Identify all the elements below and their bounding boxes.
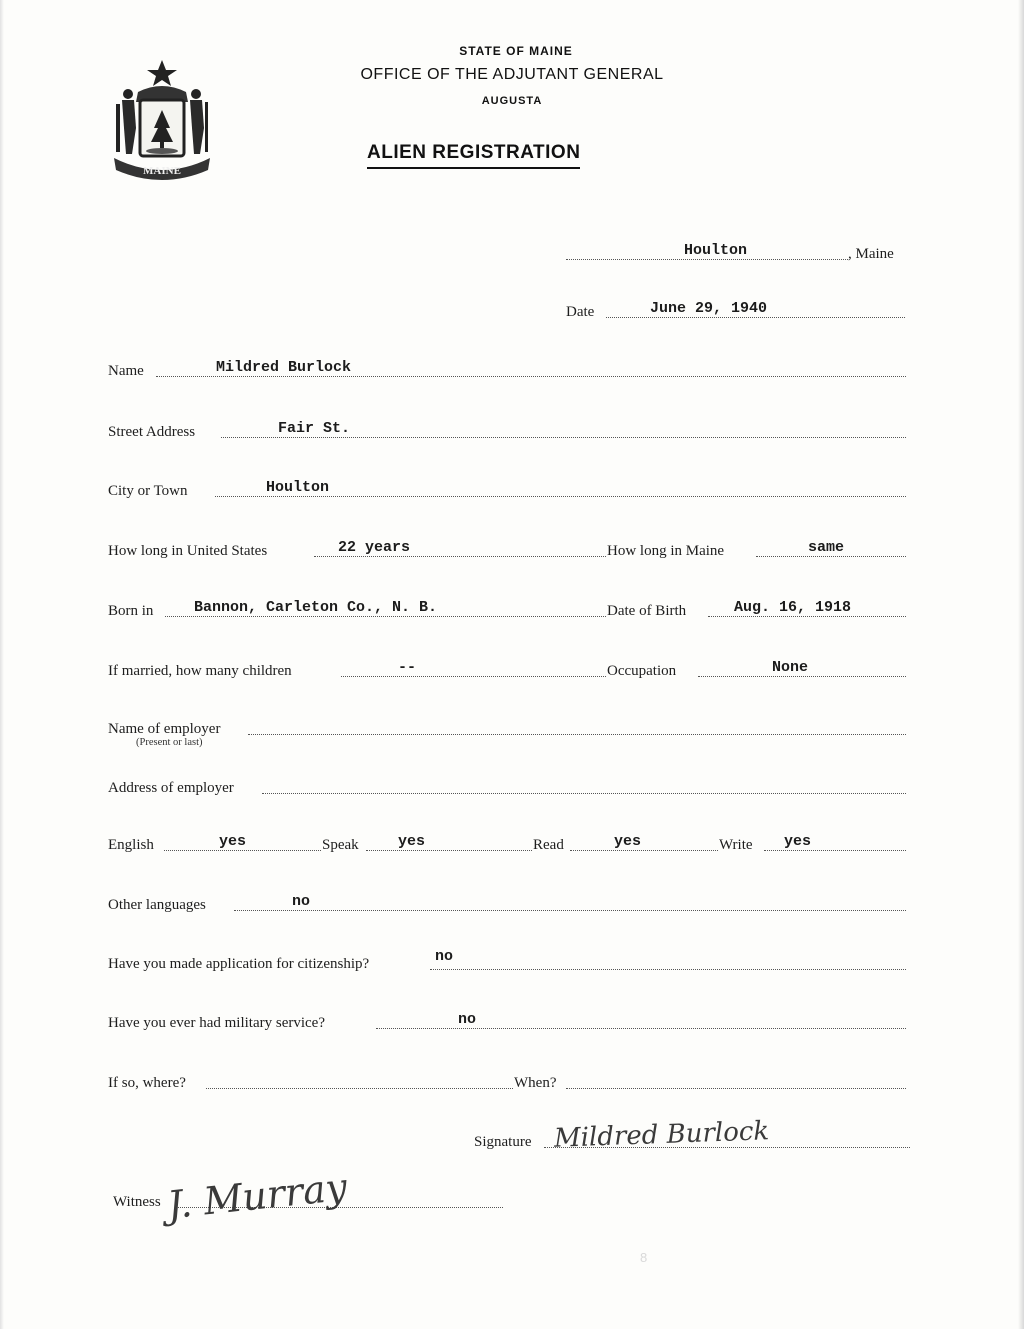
write-dotted-line [764,850,906,851]
children-occupation-row [108,655,908,679]
children-label: If married, how many children [108,663,292,679]
scan-edge-right [1018,0,1024,1329]
employer-name-sublabel: (Present or last) [136,737,203,748]
header-city: AUGUSTA [481,95,543,107]
employer-address-label: Address of employer [108,780,234,796]
occupation-value[interactable]: None [772,659,809,676]
english-row [108,829,908,853]
name-label: Name [108,363,144,379]
read-dotted-line [570,850,718,851]
witness-row [113,1164,505,1228]
received-stamp: 8 [640,1250,650,1265]
city-row [108,475,908,499]
location-row [566,238,911,262]
employer-address-dotted-line [262,793,906,794]
employer-name-dotted-line [248,734,906,735]
english-value[interactable]: yes [219,833,247,850]
other-languages-value[interactable]: no [292,893,311,910]
military-value[interactable]: no [458,1011,477,1028]
employer-address-row [108,772,908,796]
date-of-birth-label: Date of Birth [607,603,687,619]
english-dotted-line [164,850,321,851]
seal-banner-text: MAINE [143,165,181,177]
date-dotted-line [606,317,905,318]
children-dotted-line [341,676,606,677]
name-row [108,355,908,379]
children-value[interactable]: -- [398,659,417,676]
service-where-when-row [108,1067,908,1091]
citizenship-label: Have you made application for citizenship? [108,956,370,972]
residence-row [108,535,908,559]
witness-label: Witness [113,1194,161,1210]
other-languages-row [108,889,908,913]
employer-name-row [108,713,908,748]
name-dotted-line [156,376,906,377]
date-of-birth-value[interactable]: Aug. 16, 1918 [734,599,852,616]
english-label: English [108,837,154,853]
date-row [566,296,911,320]
header-state: STATE OF MAINE [459,44,573,58]
scan-edge-left [0,0,4,1329]
read-label: Read [533,837,564,853]
other-languages-dotted-line [234,910,906,911]
read-value[interactable]: yes [614,833,642,850]
city-value[interactable]: Houlton [266,479,330,496]
born-in-label: Born in [108,603,154,619]
born-in-dotted-line [165,616,606,617]
city-label: City or Town [108,483,188,499]
citizenship-dotted-line [430,969,906,970]
signature-value[interactable]: Mildred Burlock [553,1116,770,1154]
where-dotted-line [206,1088,513,1089]
form-title: ALIEN REGISTRATION [367,142,580,169]
signature-label: Signature [474,1134,532,1150]
signature-row [474,1116,910,1154]
street-row [108,416,908,440]
date-value[interactable]: June 29, 1940 [650,300,768,317]
citizenship-value[interactable]: no [435,948,454,965]
location-dotted-line [566,259,848,260]
when-label: When? [514,1075,557,1091]
how-long-maine-label: How long in Maine [607,543,725,559]
occupation-dotted-line [698,676,906,677]
how-long-us-dotted-line [314,556,606,557]
street-value[interactable]: Fair St. [278,420,351,437]
military-dotted-line [376,1028,906,1029]
name-value[interactable]: Mildred Burlock [216,359,352,376]
street-label: Street Address [108,424,196,440]
street-dotted-line [221,437,906,438]
how-long-us-value[interactable]: 22 years [338,539,411,556]
date-label: Date [566,304,595,320]
where-label: If so, where? [108,1075,186,1091]
how-long-maine-value[interactable]: same [808,539,845,556]
birth-row [108,595,908,619]
speak-label: Speak [322,837,359,853]
born-in-value[interactable]: Bannon, Carleton Co., N. B. [194,599,438,616]
speak-dotted-line [366,850,532,851]
other-languages-label: Other languages [108,897,206,913]
city-dotted-line [215,496,906,497]
speak-value[interactable]: yes [398,833,426,850]
header-office: OFFICE OF THE ADJUTANT GENERAL [360,66,664,83]
date-of-birth-dotted-line [708,616,906,617]
when-dotted-line [566,1088,906,1089]
write-value[interactable]: yes [784,833,812,850]
how-long-us-label: How long in United States [108,543,268,559]
citizenship-row [108,948,908,972]
write-label: Write [719,837,753,853]
witness-value[interactable]: J. Murray [165,1164,350,1228]
location-value[interactable]: Houlton [684,242,748,259]
occupation-label: Occupation [607,663,677,679]
how-long-maine-dotted-line [756,556,906,557]
military-label: Have you ever had military service? [108,1015,325,1031]
military-row [108,1007,908,1031]
location-suffix: , Maine [848,246,894,262]
employer-name-label: Name of employer [108,721,221,737]
